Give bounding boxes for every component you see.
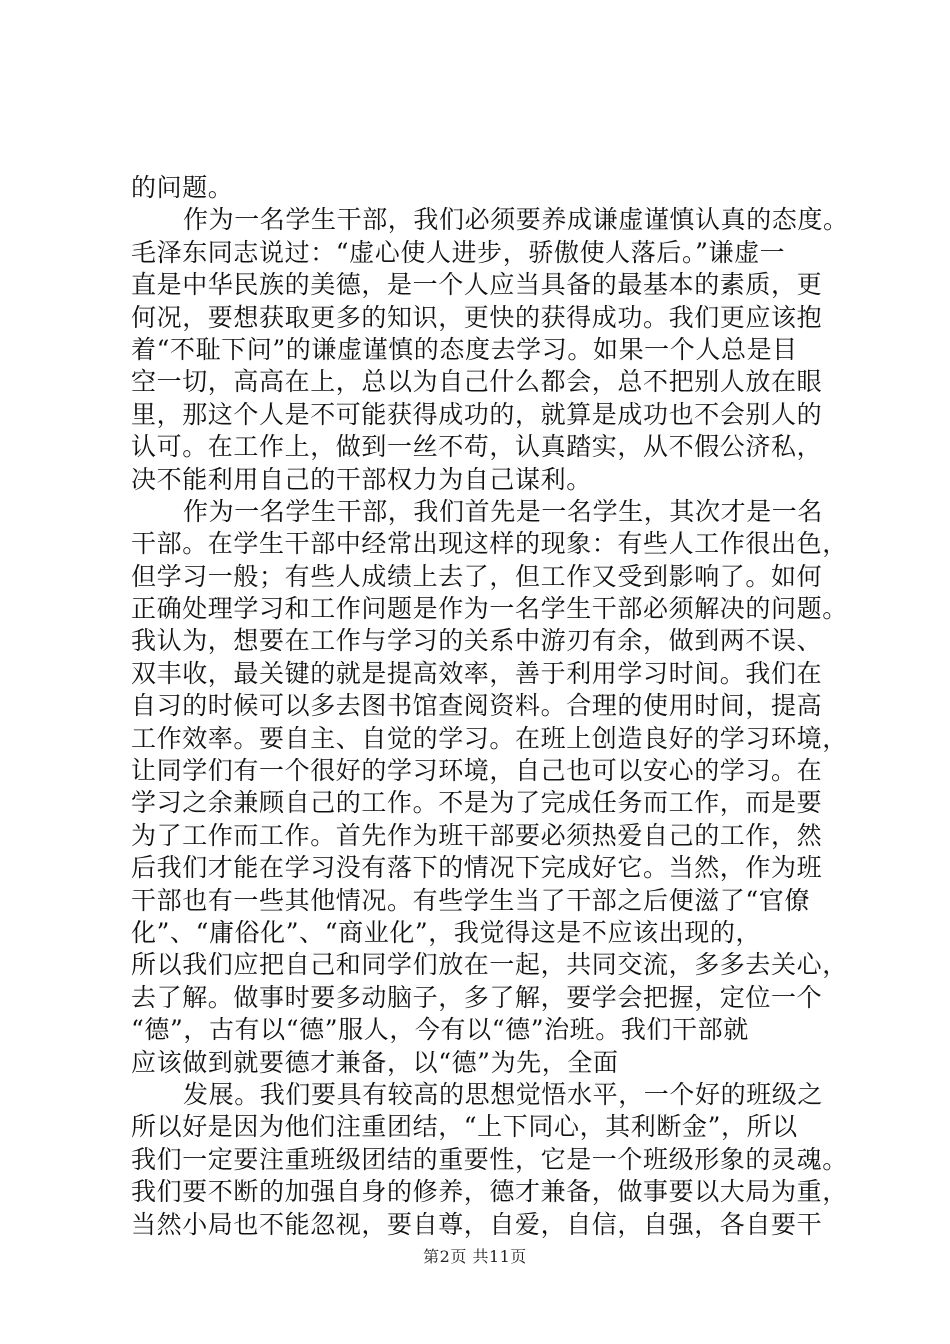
text-line: 所以我们应把自己和同学们放在一起，共同交流，多多去关心， [131,950,848,980]
text-line: 学习之余兼顾自己的工作。不是为了完成任务而工作，而是要 [131,788,823,818]
text-line: 何况，要想获取更多的知识，更快的获得成功。我们更应该抱 [131,302,823,332]
text-line: 让同学们有一个很好的学习环境，自己也可以安心的学习。在 [131,756,823,786]
document-body [131,172,849,1241]
text-line: 发展。我们要具有较高的思想觉悟水平，一个好的班级之 [183,1079,824,1109]
page-footer: 第2页 共11页 [423,1247,527,1266]
text-line: 空一切，高高在上，总以为自己什么都会，总不把别人放在眼 [131,367,823,397]
text-line: 我认为，想要在工作与学习的关系中游刃有余，做到两不误、 [131,626,823,656]
text-line: 着“不耻下问”的谦虚谨慎的态度去学习。如果一个人总是目 [131,334,798,364]
text-line: 所以好是因为他们注重团结，“上下同心，其利断金”，所以 [131,1112,798,1142]
text-line: 正确处理学习和工作问题是作为一名学生干部必须解决的问题。 [131,594,848,624]
text-line: “德”，古有以“德”服人，今有以“德”治班。我们干部就 [131,1015,749,1045]
text-line: 后我们才能在学习没有落下的情况下完成好它。当然，作为班 [131,853,823,883]
text-line: 干部。在学生干部中经常出现这样的现象：有些人工作很出色， [131,529,848,559]
text-line: 自习的时候可以多去图书馆查阅资料。合理的使用时间，提高 [131,691,823,721]
text-line: 去了解。做事时要多动脑子，多了解，要学会把握，定位一个 [131,982,823,1012]
text-line: 的问题。 [131,173,234,202]
text-line: 化”、“庸俗化”、“商业化”，我觉得这是不应该出现的， [131,917,762,947]
text-line: 认可。在工作上，做到一丝不苟，认真踏实，从不假公济私， [131,432,823,462]
text-line: 当然小局也不能忽视，要自尊，自爱，自信，自强，各自要干 [131,1209,823,1239]
text-line: 但学习一般；有些人成绩上去了，但工作又受到影响了。如何 [131,561,823,591]
text-line: 毛泽东同志说过：“虚心使人进步，骄傲使人落后。”谦虚一 [131,237,786,267]
text-line: 作为一名学生干部，我们首先是一名学生，其次才是一名 [183,496,824,526]
text-line: 工作效率。要自主、自觉的学习。在班上创造良好的学习环境， [131,723,848,753]
text-line: 干部也有一些其他情况。有些学生当了干部之后便滋了“官僚 [131,885,810,915]
text-line: 作为一名学生干部，我们必须要养成谦虚谨慎认真的态度。 [183,205,849,235]
text-line: 应该做到就要德才兼备，以“德”为先，全面 [131,1047,619,1077]
text-line: 里，那这个人是不可能获得成功的，就算是成功也不会别人的 [131,399,823,429]
text-line: 决不能利用自己的干部权力为自己谋利。 [131,464,592,494]
text-line: 为了工作而工作。首先作为班干部要必须热爱自己的工作，然 [131,820,823,850]
text-line: 我们一定要注重班级团结的重要性，它是一个班级形象的灵魂。 [131,1144,848,1174]
text-line: 我们要不断的加强自身的修养，德才兼备，做事要以大局为重， [131,1177,848,1207]
text-line: 直是中华民族的美德，是一个人应当具备的最基本的素质，更 [131,270,823,300]
text-line: 双丰收，最关键的就是提高效率，善于利用学习时间。我们在 [131,658,823,688]
